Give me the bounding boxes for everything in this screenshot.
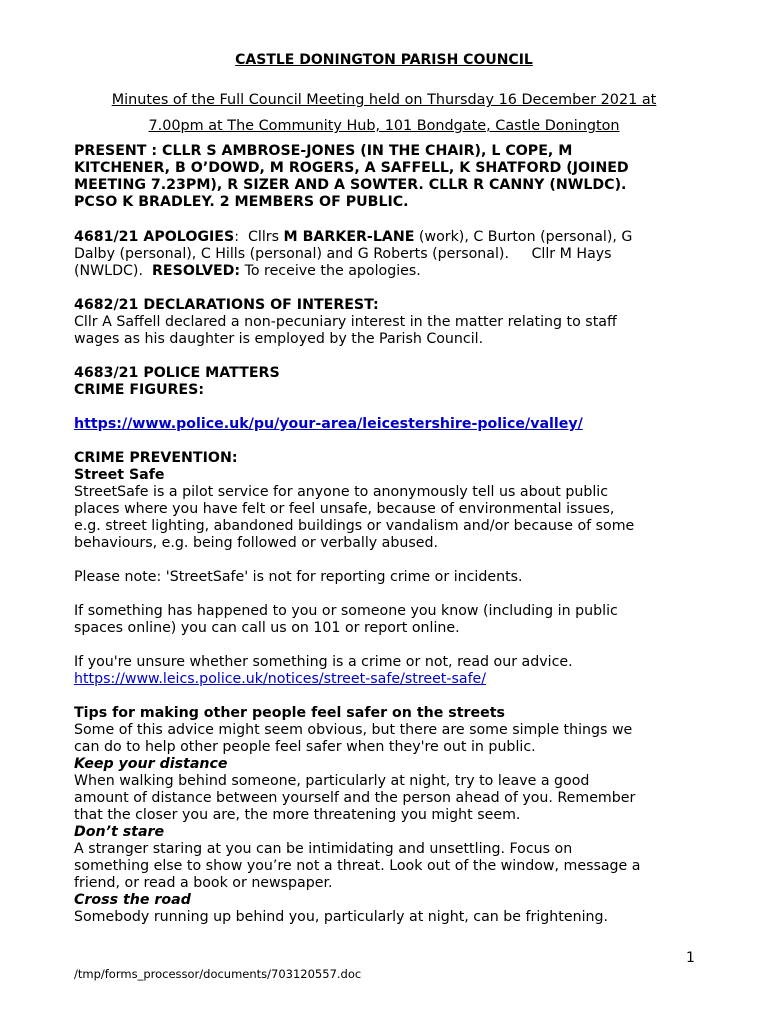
present-line: MEETING 7.23PM), R SIZER AND A SOWTER. CLLR R CANNY (NWLDC). xyxy=(74,177,627,193)
apologies-text: (work), C Burton (personal), G xyxy=(414,229,633,245)
advice-text: If you're unsure whether something is a crime or not, read our advice. xyxy=(74,654,573,670)
happened-section xyxy=(74,603,704,637)
declarations-section xyxy=(74,297,704,348)
apologies-heading: 4681/21 APOLOGIES xyxy=(74,229,235,245)
street-safe-note: Please note: 'StreetSafe' is not for reporting crime or incidents. xyxy=(74,569,523,585)
apologies-text: (NWLDC). xyxy=(74,263,152,279)
crime-figures-link-block xyxy=(74,416,704,433)
happened-line: spaces online) you can call us on 101 or report online. xyxy=(74,620,460,636)
keep-distance-heading: Keep your distance xyxy=(74,756,228,772)
document-title: CASTLE DONINGTON PARISH COUNCIL xyxy=(235,52,533,68)
police-heading: 4683/21 POLICE MATTERS xyxy=(74,365,280,381)
declarations-heading: 4682/21 DECLARATIONS OF INTEREST: xyxy=(74,297,379,313)
police-section xyxy=(74,365,704,399)
tips-line: that the closer you are, the more threatening you might seem. xyxy=(74,807,521,823)
street-safe-link[interactable]: https://www.leics.police.uk/notices/street-safe/street-safe/ xyxy=(74,671,487,687)
tips-line: amount of distance between yourself and the person ahead of you. Remember xyxy=(74,790,636,806)
crime-prevention-heading: CRIME PREVENTION: xyxy=(74,450,238,466)
meeting-subtitle-line2: 7.00pm at The Community Hub, 101 Bondgate, Castle Donington xyxy=(148,118,620,134)
present-line: PRESENT : CLLR S AMBROSE-JONES (IN THE CHAIR), L COPE, M xyxy=(74,143,573,159)
crime-figures-heading: CRIME FIGURES: xyxy=(74,382,205,398)
declarations-line: Cllr A Saffell declared a non-pecuniary interest in the matter relating to staff xyxy=(74,314,617,330)
resolved-label: RESOLVED: xyxy=(151,263,241,279)
street-safe-heading: Street Safe xyxy=(74,467,165,483)
street-safe-line: places where you have felt or feel unsafe, because of environmental issues, xyxy=(74,501,615,517)
street-safe-line: behaviours, e.g. being followed or verbally abused. xyxy=(74,535,439,551)
tips-line: When walking behind someone, particularly at night, try to leave a good xyxy=(74,773,590,789)
tips-line: A stranger staring at you can be intimidating and unsettling. Focus on xyxy=(74,841,573,857)
present-section xyxy=(74,143,704,211)
declarations-line: wages as his daughter is employed by the Parish Council. xyxy=(74,331,484,347)
apologies-name: M BARKER-LANE xyxy=(283,229,415,245)
dont-stare-heading: Don’t stare xyxy=(74,824,165,840)
resolved-text: To receive the apologies. xyxy=(240,263,421,279)
street-safe-line: StreetSafe is a pilot service for anyone to anonymously tell us about public xyxy=(74,484,609,500)
crime-prevention-section xyxy=(74,450,704,552)
tips-heading: Tips for making other people feel safer on the streets xyxy=(74,705,505,721)
advice-section xyxy=(74,654,704,688)
apologies-section xyxy=(74,229,704,280)
tips-section xyxy=(74,705,704,926)
page-number: 1 xyxy=(686,950,695,966)
meeting-subtitle-line1: Minutes of the Full Council Meeting held on Thursday 16 December 2021 at xyxy=(111,92,657,108)
apologies-text: : Cllrs xyxy=(234,229,284,245)
crime-figures-link[interactable]: https://www.police.uk/pu/your-area/leicestershire-police/valley/ xyxy=(74,416,583,432)
tips-line: friend, or read a book or newspaper. xyxy=(74,875,333,891)
present-line: PCSO K BRADLEY. 2 MEMBERS OF PUBLIC. xyxy=(74,194,409,210)
tips-line: Some of this advice might seem obvious, but there are some simple things we xyxy=(74,722,633,738)
footer-file-path: /tmp/forms_processor/documents/703120557.doc xyxy=(74,967,362,981)
street-safe-line: e.g. street lighting, abandoned buildings or vandalism and/or because of some xyxy=(74,518,635,534)
tips-line: can do to help other people feel safer when they're out in public. xyxy=(74,739,536,755)
happened-line: If something has happened to you or someone you know (including in public xyxy=(74,603,618,619)
present-line: KITCHENER, B O’DOWD, M ROGERS, A SAFFELL, K SHATFORD (JOINED xyxy=(74,160,629,176)
cross-road-heading: Cross the road xyxy=(74,892,191,908)
apologies-line: Dalby (personal), C Hills (personal) and G Roberts (personal). Cllr M Hays xyxy=(74,246,612,262)
tips-line: something else to show you’re not a threat. Look out of the window, message a xyxy=(74,858,641,874)
tips-line: Somebody running up behind you, particularly at night, can be frightening. xyxy=(74,909,609,925)
